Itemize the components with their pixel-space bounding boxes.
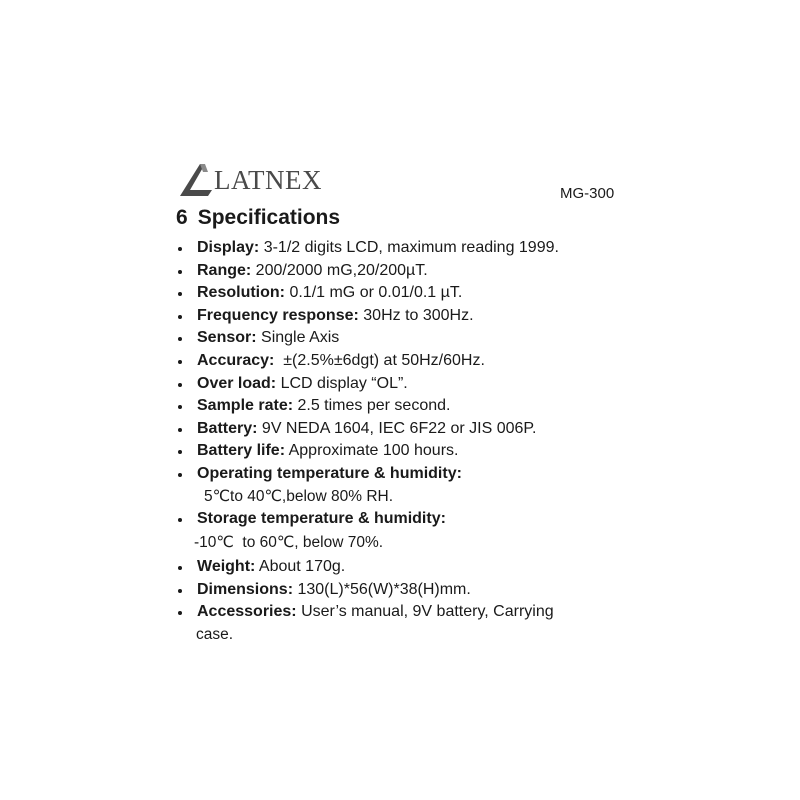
spec-value-continuation: case. — [196, 625, 234, 643]
spec-label: Battery life: — [197, 442, 286, 460]
spec-label: Resolution: — [197, 284, 285, 302]
spec-value: 0.1/1 mG or 0.01/0.1 µT. — [285, 284, 463, 302]
spec-operating-conditions — [176, 463, 616, 508]
spec-value: 3-1/2 digits LCD, maximum reading 1999. — [259, 239, 559, 256]
brand-name: LATNEX — [214, 165, 322, 195]
spec-value: 5℃to 40℃,below 80% RH. — [204, 487, 394, 505]
spec-label: Sample rate: — [197, 397, 294, 415]
spec-frequency-response — [176, 305, 616, 328]
spec-label: Frequency response: — [197, 306, 359, 324]
spec-value: User’s manual, 9V battery, Carrying — [296, 603, 554, 621]
spec-list — [176, 237, 616, 646]
spec-label: Range: — [197, 261, 252, 279]
section-heading — [176, 206, 340, 230]
spec-value: 9V NEDA 1604, IEC 6F22 or JIS 006P. — [257, 419, 537, 437]
spec-sensor — [176, 327, 616, 350]
spec-accessories — [176, 601, 616, 646]
spec-label: Operating temperature & humidity: — [197, 464, 462, 482]
model-number: MG-300 — [560, 185, 615, 202]
spec-value: 30Hz to 300Hz. — [358, 306, 474, 324]
spec-label: Battery: — [197, 419, 258, 437]
spec-label: Accessories: — [197, 603, 297, 621]
spec-value: About 170g. — [255, 558, 346, 576]
spec-value: 2.5 times per second. — [293, 397, 451, 415]
section-title: Specifications — [197, 206, 341, 229]
spec-weight — [176, 556, 616, 579]
spec-label: Weight: — [197, 558, 256, 576]
spec-range — [176, 260, 616, 283]
spec-value: LCD display “OL”. — [276, 374, 408, 392]
section-number: 6 — [176, 206, 188, 229]
spec-storage-conditions — [176, 508, 616, 555]
spec-label: Sensor: — [197, 329, 257, 347]
spec-resolution — [176, 282, 616, 305]
spec-value: 200/2000 mG,20/200µT. — [251, 261, 428, 279]
spec-accuracy — [176, 350, 616, 373]
spec-over-load — [176, 373, 616, 396]
latnex-logo-mark-icon — [178, 160, 216, 198]
spec-label: Over load: — [197, 374, 277, 392]
spec-value: -10℃ to 60℃, below 70%. — [194, 534, 384, 552]
spec-battery-life — [176, 440, 616, 463]
spec-label: Display: — [197, 239, 260, 256]
spec-label: Dimensions: — [197, 580, 294, 598]
spec-label: Accuracy: — [197, 351, 275, 369]
brand-logo — [178, 158, 322, 198]
spec-display — [176, 237, 616, 260]
spec-sample-rate — [176, 395, 616, 418]
spec-battery — [176, 418, 616, 441]
spec-value: ±(2.5%±6dgt) at 50Hz/60Hz. — [274, 351, 485, 369]
spec-value: Single Axis — [256, 329, 340, 347]
spec-label: Storage temperature & humidity: — [197, 509, 446, 527]
spec-dimensions — [176, 579, 616, 602]
spec-value: Approximate 100 hours. — [285, 442, 459, 460]
spec-value: 130(L)*56(W)*38(H)mm. — [293, 580, 471, 598]
